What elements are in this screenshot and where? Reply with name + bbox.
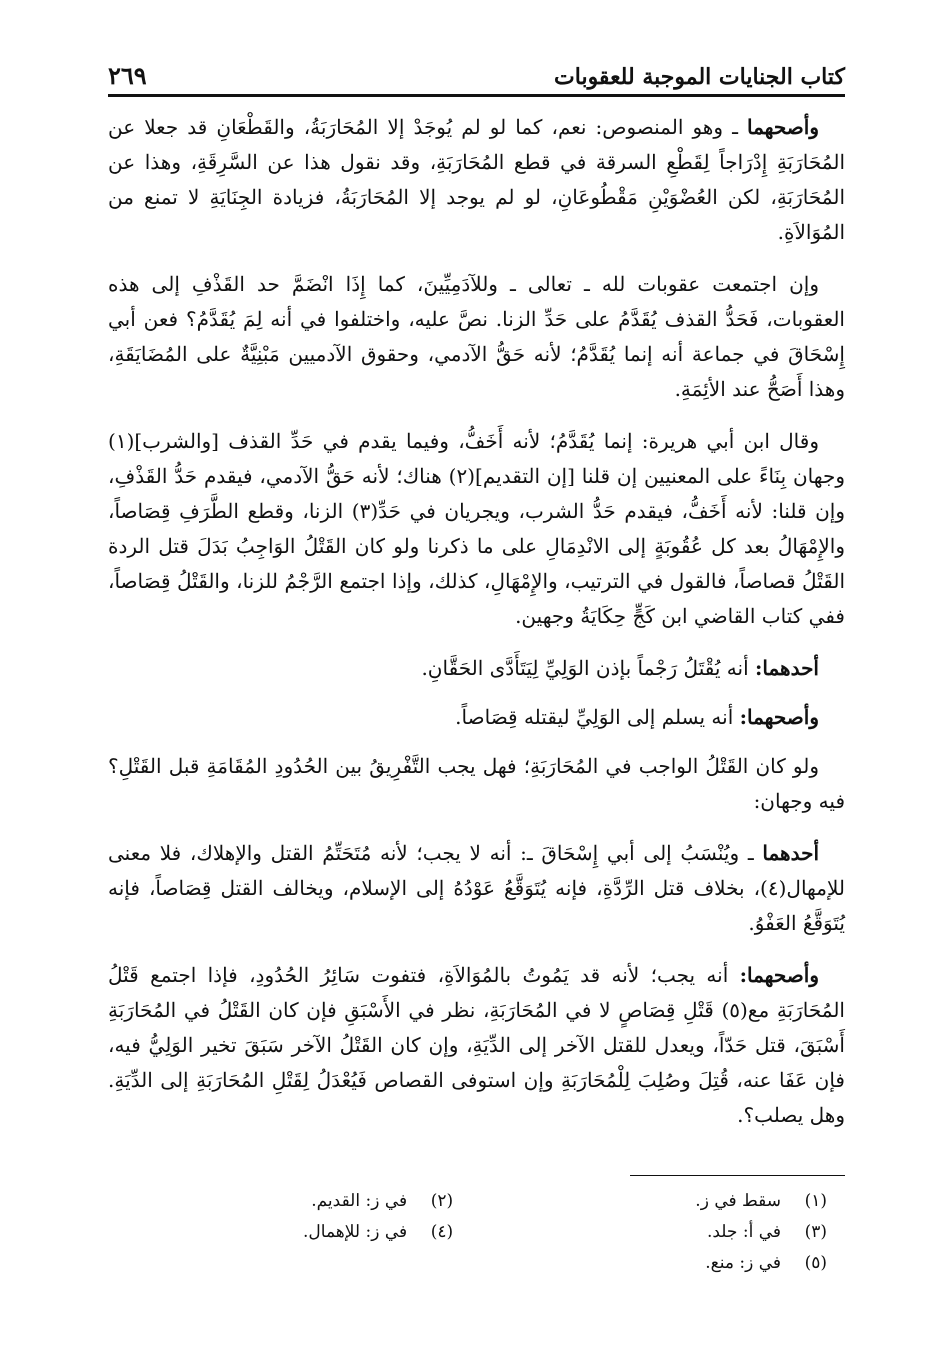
paragraph bbox=[108, 424, 845, 634]
footnote bbox=[108, 1217, 453, 1248]
footnote-text: في ز: للإهمال. bbox=[303, 1222, 408, 1242]
paragraph-text: ولو كان القَتْلُ الواجب في المُحَارَبَةِ؛ فهل يجب التَّفْرِيقُ بين الحُدُودِ المُقَامَةِ قبل القَتْلِ؟ فيه وجهان: bbox=[108, 754, 845, 813]
paragraph bbox=[108, 267, 845, 407]
header-rule bbox=[108, 94, 845, 97]
footnote-text: في ز: القديم. bbox=[311, 1191, 408, 1211]
footnote bbox=[453, 1217, 827, 1248]
paragraph-text: ـ ويُنْسَبُ إلى أبي إِسْحَاقَ ـ: أنه لا يجب؛ لأنه مُتَحَتِّمُ القتل والإهلاك، فلا معنى للإمهال(٤)، بخلاف قتل الرِّدَّةِ، فإنه يُتَوَقَّعُ عَوْدُهُ إلى الإسلام، ويخالف القتل قِصَاصاً، فإنه يُتَوَقَّعُ العَفْوُ. bbox=[108, 841, 845, 935]
paragraph-text: أنه يُقْتَلُ رَجْماً بإذن الوَلِيِّ لِيَتَأَدَّى الحَقَّانِ. bbox=[421, 656, 755, 680]
paragraph bbox=[108, 700, 845, 735]
footnotes bbox=[108, 1186, 827, 1279]
paragraph bbox=[108, 749, 845, 819]
paragraph-lead: وأصحهما bbox=[747, 115, 819, 139]
footnote-rule bbox=[630, 1175, 845, 1176]
main-text bbox=[108, 110, 845, 1150]
running-title: كتاب الجنايات الموجبة للعقوبات bbox=[554, 64, 845, 90]
footnote-text: في أ: جلد. bbox=[706, 1222, 781, 1242]
footnote bbox=[453, 1186, 827, 1217]
paragraph bbox=[108, 651, 845, 686]
page-header bbox=[108, 50, 845, 90]
paragraph-text: ـ وهو المنصوص: نعم، كما لو لم يُوجَدْ إلا المُحَارَبَةُ، والقَطْعَانِ قد جعلا عن المُحَارَبَةِ إِدْرَاجاً لِقَطْعِ السرقة في قطع المُحَارَبَةِ، وقد نقول هذا عن السَّرِقَةِ، وهذا عن المُحَارَبَةِ، لكن العُضْوَيْنِ مَقْطُوعَانِ، لو لم يوجد إلا المُحَارَبَةُ، فزيادة الجِنَايَةِ لا تمنع من المُوَالاَةِ. bbox=[108, 115, 845, 244]
paragraph-text: وإن اجتمعت عقوبات لله ـ تعالى ـ وللآدَمِيِّينَ، كما إِذَا انْضَمَّ حد القَذْفِ إلى هذه العقوبات، فَحَدُّ القذف يُقَدَّمُ على حَدِّ الزنا. نصَّ عليه، واختلفوا في أنه لِمَ يُقَدَّمُ؟ فعن أبي إِسْحَاقَ في جماعة أنه إنما يُقَدَّمُ؛ لأنه حَقُّ الآدمي، وحقوق الآدميين مَبْنِيَّةٌ على المُضَايَقَةِ، وهذا أَصَحُّ عند الأئِمَةِ. bbox=[108, 272, 845, 401]
footnote-number: (٥) bbox=[804, 1253, 827, 1273]
paragraph-lead: أحدهما bbox=[762, 841, 819, 865]
footnote bbox=[108, 1186, 453, 1217]
paragraph-text: أنه يجب؛ لأنه قد يَمُوتُ بالمُوَالاَةِ، فتفوت سَائِرُ الحُدُودِ، فإذا اجتمع قَتْلُ المُحَارَبَةِ مع(٥) قَتْلِ قِصَاصٍ لا في المُحَارَبَةِ، نظر في الأَسْبَقِ فإن كان القَتْلُ في المُحَارَبَةِ أَسْبَقَ، قتل حَدّاً، ويعدل للقتل الآخر إلى الدِّيَةِ، وإن كان القَتْلُ الآخر سَبَقَ تخير الوَلِيُّ فيه، فإن عَفَا عنه، قُتِلَ وصُلِبَ لِلْمُحَارَبَةِ وإن استوفى القصاص فَيُعْدَلُ لِقَتْلِ المُحَارَبَةِ إلى الدِّيَةِ. وهل يصلب؟. bbox=[108, 963, 845, 1127]
footnote bbox=[453, 1248, 827, 1279]
footnote-text: في ز: منع. bbox=[705, 1253, 781, 1273]
paragraph-lead: وأصحهما: bbox=[739, 963, 819, 987]
paragraph-text: وقال ابن أبي هريرة: إنما يُقَدَّمُ؛ لأنه أَخَفُّ، وفيما يقدم في حَدِّ القذف [والشرب](١) وجهان بِنَاءً على المعنيين إن قلنا [إن التقديم](٢) هناك؛ لأنه حَقُّ الآدمي، فيقدم حَدُّ القَذْفِ، وإن قلنا: لأنه أَخَفُّ، فيقدم حَدُّ الشرب، ويجريان في حَدِّ(٣) الزنا، وقطع الطَّرَفِ قِصَاصاً، والإِمْهَالُ بعد كل عُقُوبَةٍ إلى الانْدِمَالِ على ما ذكرنا ولو كان القَتْلُ الوَاجِبُ بَدَلَ قتل الردة القَتْلُ قصاصاً، فالقول في الترتيب، والإِمْهَالِ، كذلك، وإذا اجتمع الرَّجْمُ للزنا، والقَتْلُ قِصَاصاً، ففي كتاب القاضي ابن كَجٍّ حِكَايَةُ وجهين. bbox=[108, 429, 846, 628]
paragraph bbox=[108, 110, 845, 250]
footnote-number: (٤) bbox=[430, 1222, 454, 1242]
page-number: ٢٦٩ bbox=[108, 61, 147, 90]
paragraph-text: أنه يسلم إلى الوَلِيِّ ليقتله قِصَاصاً. bbox=[455, 705, 740, 729]
footnote-text: سقط في ز. bbox=[695, 1191, 781, 1211]
paragraph bbox=[108, 958, 845, 1133]
footnote-number: (٢) bbox=[430, 1191, 454, 1211]
paragraph bbox=[108, 836, 845, 941]
footnote-number: (١) bbox=[804, 1191, 827, 1211]
footnote-number: (٣) bbox=[804, 1222, 827, 1242]
paragraph-lead: أحدهما: bbox=[754, 656, 819, 680]
paragraph-lead: وأصحهما: bbox=[739, 705, 819, 729]
